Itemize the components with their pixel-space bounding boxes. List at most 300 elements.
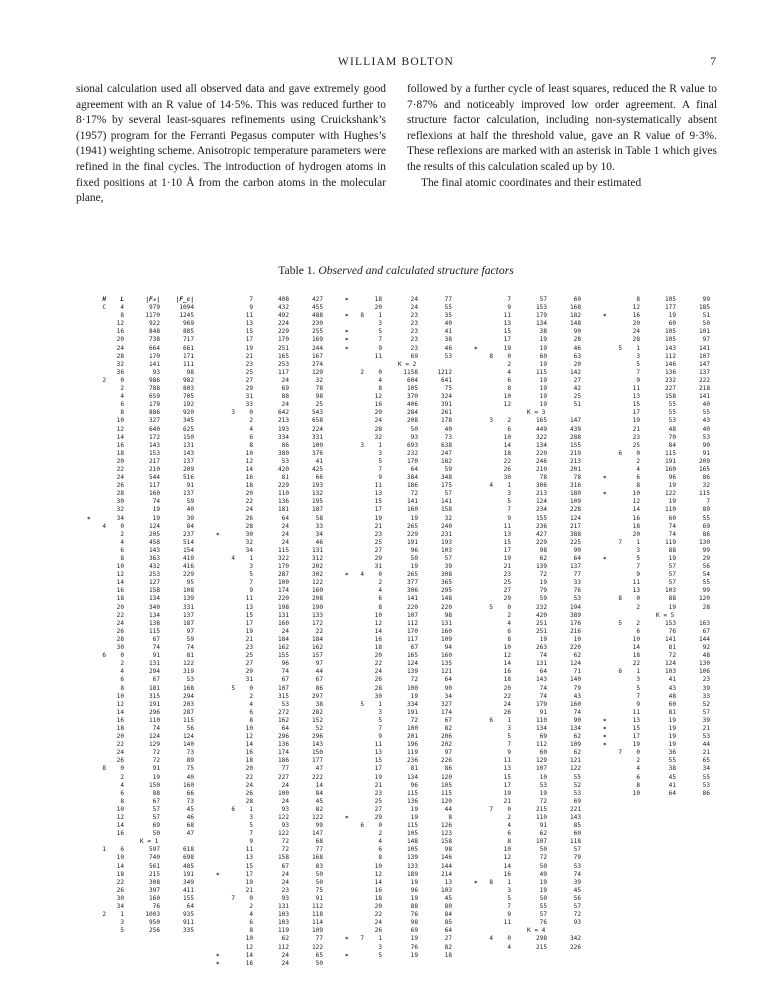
l-index: 16 xyxy=(116,328,124,336)
f-calculated: 98 xyxy=(444,846,452,854)
f-observed: 105 xyxy=(664,296,676,303)
l-index: 13 xyxy=(632,393,640,401)
l-index: 0 xyxy=(636,449,640,457)
f-observed: 193 xyxy=(277,425,289,433)
h-index: 5 xyxy=(489,603,493,611)
f-calculated: 46 xyxy=(444,344,452,352)
l-index: 6 xyxy=(249,708,253,716)
l-index: 10 xyxy=(245,935,253,943)
f-observed: 155 xyxy=(535,514,547,522)
f-observed: 110 xyxy=(535,814,547,821)
f-observed: 112 xyxy=(535,741,547,749)
f-observed: 153 xyxy=(664,619,676,627)
l-index: 8 xyxy=(120,797,124,805)
l-index: 7 xyxy=(507,296,511,303)
f-observed: 96 xyxy=(281,660,289,668)
f-calculated: 485 xyxy=(182,862,194,870)
f-calculated: 62 xyxy=(573,733,581,741)
l-index: 28 xyxy=(116,352,124,360)
h-index: 1 xyxy=(102,846,106,854)
f-calculated: 99 xyxy=(702,296,710,303)
l-index: 8 xyxy=(249,441,253,449)
l-index: 28 xyxy=(245,797,253,805)
h-index: 5 xyxy=(618,344,622,352)
f-calculated: 176 xyxy=(569,619,581,627)
f-calculated: 142 xyxy=(569,368,581,376)
l-index: 20 xyxy=(116,336,124,344)
f-calculated: 72 xyxy=(573,911,581,919)
f-calculated: 99 xyxy=(315,822,323,830)
l-index: 0 xyxy=(120,376,124,384)
l-index: 5 xyxy=(120,927,124,935)
l-index: 25 xyxy=(374,538,382,546)
f-observed: 50 xyxy=(410,555,418,562)
f-calculated: 140 xyxy=(569,676,581,684)
l-index: 27 xyxy=(245,660,253,668)
f-calculated: 122 xyxy=(311,814,323,821)
f-calculated: 85 xyxy=(444,919,452,927)
right-paragraph-2: The final atomic coordinates and their estimated xyxy=(421,176,642,189)
f-observed: 105 xyxy=(664,336,676,344)
f-calculated: 33 xyxy=(702,692,710,700)
f-calculated: 50 xyxy=(315,959,323,967)
l-index: 5 xyxy=(507,894,511,902)
f-calculated: 55 xyxy=(702,773,710,781)
f-calculated: 54 xyxy=(702,571,710,579)
f-calculated: 139 xyxy=(182,595,194,603)
l-index: 12 xyxy=(503,854,511,862)
f-calculated: 60 xyxy=(573,830,581,838)
f-observed: 55 xyxy=(668,757,676,765)
l-index: 12 xyxy=(503,652,511,660)
l-index: 5 xyxy=(378,457,382,465)
f-calculated: 516 xyxy=(182,474,194,482)
l-index: 5 xyxy=(378,951,382,959)
f-observed: 19 xyxy=(410,814,418,821)
f-calculated: 185 xyxy=(698,304,710,312)
f-observed: 48 xyxy=(668,425,676,433)
l-index: 8 xyxy=(636,781,640,789)
f-calculated: 79 xyxy=(573,684,581,692)
f-observed: 84 xyxy=(668,441,676,449)
f-observed: 59 xyxy=(539,595,547,603)
h-index: 6 xyxy=(102,652,106,660)
asterisk-marker: ∗ xyxy=(603,741,607,749)
f-calculated: 141 xyxy=(698,393,710,401)
f-calculated: 168 xyxy=(569,304,581,312)
l-index: 6 xyxy=(636,627,640,635)
l-index: 10 xyxy=(116,563,124,571)
f-calculated: 40 xyxy=(702,401,710,409)
f-calculated: 78 xyxy=(573,474,581,482)
f-calculated: 165 xyxy=(698,465,710,473)
l-index: 12 xyxy=(374,870,382,878)
l-index: 27 xyxy=(374,546,382,554)
f-observed: 100 xyxy=(277,579,289,587)
f-calculated: 345 xyxy=(182,417,194,425)
f-calculated: 47 xyxy=(315,765,323,773)
f-calculated: 131 xyxy=(182,441,194,449)
l-index: 21 xyxy=(374,781,382,789)
f-calculated: 14 xyxy=(315,781,323,789)
f-observed: 179 xyxy=(535,700,547,708)
l-index: 3 xyxy=(378,449,382,457)
f-observed: 24 xyxy=(281,530,289,538)
l-index: 18 xyxy=(503,449,511,457)
f-calculated: 331 xyxy=(182,603,194,611)
l-index: 3 xyxy=(378,320,382,328)
l-index: 20 xyxy=(245,765,253,773)
l-index: 4 xyxy=(249,700,253,708)
f-observed: 19 xyxy=(410,878,418,886)
f-calculated: 99 xyxy=(702,587,710,595)
l-index: 25 xyxy=(245,652,253,660)
l-index: 14 xyxy=(374,878,382,886)
table-caption: Observed and calculated structure factors xyxy=(318,264,514,277)
f-observed: 88 xyxy=(668,595,676,603)
f-calculated: 84 xyxy=(186,522,194,530)
l-index: 1 xyxy=(120,911,124,919)
l-index: 29 xyxy=(503,595,511,603)
f-observed: 67 xyxy=(152,676,160,684)
h-index: 7 xyxy=(231,894,235,902)
f-calculated: 44 xyxy=(444,805,452,813)
f-calculated: 331 xyxy=(311,433,323,441)
f-calculated: 90 xyxy=(444,684,452,692)
l-index: 10 xyxy=(374,862,382,870)
l-index: 12 xyxy=(503,401,511,409)
h-index: 7 xyxy=(618,749,622,757)
f-calculated: 53 xyxy=(702,781,710,789)
f-calculated: 115 xyxy=(440,789,452,797)
l-index: 2 xyxy=(120,660,124,668)
l-index: 24 xyxy=(116,474,124,482)
f-calculated: 261 xyxy=(440,409,452,417)
f-observed: 162 xyxy=(277,716,289,724)
f-observed: 24 xyxy=(281,959,289,967)
l-index: 18 xyxy=(374,644,382,652)
f-calculated: 90 xyxy=(702,441,710,449)
l-index: 9 xyxy=(636,700,640,708)
l-index: 2 xyxy=(507,611,511,619)
l-index: 3 xyxy=(636,352,640,360)
h-index: 6 xyxy=(489,716,493,724)
asterisk-marker: ∗ xyxy=(345,312,349,320)
f-calculated: 77 xyxy=(444,296,452,303)
f-calculated: 32 xyxy=(315,376,323,384)
f-observed: 170 xyxy=(406,457,418,465)
f-observed: 24 xyxy=(281,538,289,546)
l-index: 18 xyxy=(116,870,124,878)
f-observed: 43 xyxy=(668,684,676,692)
f-calculated: 53 xyxy=(573,595,581,603)
f-calculated: 193 xyxy=(440,538,452,546)
f-calculated: 97 xyxy=(186,627,194,635)
f-calculated: 220 xyxy=(440,603,452,611)
f-calculated: 38 xyxy=(315,700,323,708)
f-calculated: 40 xyxy=(444,425,452,433)
f-observed: 72 xyxy=(152,757,160,765)
l-index: 0 xyxy=(636,595,640,603)
f-calculated: 705 xyxy=(182,393,194,401)
f-calculated: 44 xyxy=(702,741,710,749)
f-calculated: 137 xyxy=(182,611,194,619)
l-index: 15 xyxy=(245,611,253,619)
l-index: 9 xyxy=(507,514,511,522)
l-index: 1 xyxy=(249,555,253,562)
l-index: 20 xyxy=(374,903,382,911)
f-observed: 184 xyxy=(277,635,289,643)
f-calculated: 68 xyxy=(186,822,194,830)
f-calculated: 129 xyxy=(311,368,323,376)
f-calculated: 120 xyxy=(698,595,710,603)
f-calculated: 84 xyxy=(444,911,452,919)
f-observed: 105 xyxy=(664,328,676,336)
f-observed: 380 xyxy=(277,449,289,457)
f-calculated: 75 xyxy=(186,765,194,773)
f-observed: 189 xyxy=(406,870,418,878)
l-index: 3 xyxy=(378,943,382,951)
l-index: 16 xyxy=(116,587,124,595)
asterisk-marker: ∗ xyxy=(603,555,607,562)
f-calculated: 182 xyxy=(569,312,581,320)
f-observed: 100 xyxy=(406,684,418,692)
f-calculated: 42 xyxy=(573,385,581,393)
f-calculated: 222 xyxy=(698,376,710,384)
l-index: 13 xyxy=(374,490,382,498)
f-observed: 91 xyxy=(539,822,547,830)
f-calculated: 86 xyxy=(444,765,452,773)
f-calculated: 34 xyxy=(702,765,710,773)
h-index: 2 xyxy=(102,376,106,384)
f-calculated: 73 xyxy=(186,797,194,805)
f-calculated: 112 xyxy=(311,903,323,911)
l-index: 13 xyxy=(632,716,640,724)
f-observed: 427 xyxy=(535,530,547,538)
l-index: 24 xyxy=(632,328,640,336)
f-observed: 544 xyxy=(148,474,160,482)
l-index: 30 xyxy=(503,474,511,482)
structure-factor-table xyxy=(87,296,736,967)
l-index: 4 xyxy=(636,465,640,473)
f-observed: 224 xyxy=(277,320,289,328)
l-index: 30 xyxy=(245,530,253,538)
l-index: 1 xyxy=(378,312,382,320)
f-calculated: 45 xyxy=(186,805,194,813)
h-index: 2 xyxy=(102,911,106,919)
f-calculated: 106 xyxy=(698,668,710,676)
l-index: 19 xyxy=(374,514,382,522)
l-index: 6 xyxy=(120,546,124,554)
f-observed: 19 xyxy=(152,773,160,781)
l-index: 30 xyxy=(374,692,382,700)
l-index: 10 xyxy=(503,433,511,441)
l-index: 19 xyxy=(374,773,382,781)
f-observed: 74 xyxy=(668,530,676,538)
l-index: 6 xyxy=(378,846,382,854)
l-index: 20 xyxy=(374,652,382,660)
l-index: 7 xyxy=(249,296,253,303)
f-observed: 215 xyxy=(535,805,547,813)
f-calculated: 65 xyxy=(702,757,710,765)
f-calculated: 76 xyxy=(573,587,581,595)
l-index: 23 xyxy=(245,644,253,652)
l-index: 4 xyxy=(378,838,382,846)
l-index: 1 xyxy=(507,716,511,724)
l-index: 9 xyxy=(378,733,382,741)
f-calculated: 124 xyxy=(569,514,581,522)
f-calculated: 543 xyxy=(311,409,323,417)
f-observed: 57 xyxy=(668,579,676,587)
f-observed: 88 xyxy=(410,903,418,911)
f-calculated: 618 xyxy=(182,846,194,854)
l-index: 26 xyxy=(374,676,382,684)
f-observed: 64 xyxy=(539,668,547,676)
f-observed: 72 xyxy=(410,716,418,724)
l-index: 16 xyxy=(116,830,124,838)
f-observed: 162 xyxy=(277,644,289,652)
f-calculated: 124 xyxy=(569,660,581,668)
f-observed: 196 xyxy=(406,741,418,749)
f-calculated: 97 xyxy=(444,749,452,757)
f-observed: 96 xyxy=(410,781,418,789)
l-index: 14 xyxy=(374,627,382,635)
l-index: 17 xyxy=(374,506,382,514)
f-calculated: 439 xyxy=(569,425,581,433)
l-index: 32 xyxy=(374,433,382,441)
f-calculated: 109 xyxy=(440,635,452,643)
f-calculated: 225 xyxy=(569,538,581,546)
l-index: 5 xyxy=(507,498,511,506)
f-observed: 492 xyxy=(277,312,289,320)
l-index: 6 xyxy=(120,846,124,854)
f-calculated: 23 xyxy=(702,676,710,684)
f-calculated: 51 xyxy=(702,312,710,320)
f-observed: 256 xyxy=(148,927,160,935)
f-observed: 24 xyxy=(281,522,289,530)
l-index: 21 xyxy=(503,797,511,805)
f-observed: 979 xyxy=(148,304,160,312)
f-observed: 105 xyxy=(406,830,418,838)
f-calculated: 13 xyxy=(444,878,452,886)
l-index: 16 xyxy=(632,312,640,320)
l-index: 29 xyxy=(245,668,253,676)
f-observed: 23 xyxy=(410,320,418,328)
f-calculated: 82 xyxy=(444,943,452,951)
f-observed: 19 xyxy=(668,603,676,611)
f-calculated: 103 xyxy=(440,886,452,894)
f-observed: 74 xyxy=(539,692,547,700)
f-calculated: 172 xyxy=(311,619,323,627)
f-calculated: 99 xyxy=(702,546,710,554)
f-observed: 432 xyxy=(148,563,160,571)
f-calculated: 295 xyxy=(440,587,452,595)
asterisk-marker: ∗ xyxy=(345,328,349,336)
f-observed: 234 xyxy=(535,506,547,514)
f-calculated: 911 xyxy=(182,919,194,927)
f-observed: 38 xyxy=(668,765,676,773)
f-observed: 131 xyxy=(535,660,547,668)
f-calculated: 193 xyxy=(311,482,323,490)
f-observed: 50 xyxy=(539,862,547,870)
l-index: 0 xyxy=(120,522,124,530)
h-index: 8 xyxy=(489,878,493,886)
f-calculated: 79 xyxy=(573,854,581,862)
f-observed: 23 xyxy=(410,328,418,336)
f-calculated: 74 xyxy=(573,870,581,878)
f-observed: 76 xyxy=(152,903,160,911)
f-observed: 110 xyxy=(277,490,289,498)
f-calculated: 187 xyxy=(311,506,323,514)
f-calculated: 288 xyxy=(569,433,581,441)
f-calculated: 86 xyxy=(702,789,710,797)
f-calculated: 65 xyxy=(315,951,323,959)
right-column xyxy=(407,82,717,191)
f-observed: 139 xyxy=(406,668,418,676)
l-index: 4 xyxy=(120,393,124,401)
l-index: 20 xyxy=(116,603,124,611)
f-calculated: 220 xyxy=(569,644,581,652)
f-calculated: 57 xyxy=(573,903,581,911)
l-index: 25 xyxy=(245,368,253,376)
f-calculated: 209 xyxy=(698,457,710,465)
l-index: 7 xyxy=(378,465,382,473)
f-calculated: 105 xyxy=(440,781,452,789)
f-observed: 160 xyxy=(664,465,676,473)
l-index: 9 xyxy=(507,911,511,919)
f-calculated: 312 xyxy=(311,555,323,562)
f-calculated: 214 xyxy=(440,870,452,878)
f-calculated: 410 xyxy=(182,555,194,562)
l-index: 23 xyxy=(503,571,511,579)
f-observed: 284 xyxy=(406,409,418,417)
asterisk-marker: ∗ xyxy=(216,951,220,959)
f-calculated: 64 xyxy=(573,555,581,562)
f-calculated: 935 xyxy=(182,911,194,919)
f-observed: 69 xyxy=(152,822,160,830)
f-calculated: 120 xyxy=(440,773,452,781)
l-index: 15 xyxy=(503,328,511,336)
l-index: 14 xyxy=(116,579,124,587)
f-observed: 165 xyxy=(277,352,289,360)
f-calculated: 86 xyxy=(315,684,323,692)
l-index: 22 xyxy=(116,741,124,749)
f-observed: 53 xyxy=(281,457,289,465)
l-index: 9 xyxy=(249,838,253,846)
f-calculated: 66 xyxy=(315,474,323,482)
f-observed: 19 xyxy=(668,741,676,749)
f-observed: 88 xyxy=(152,789,160,797)
f-observed: 315 xyxy=(277,692,289,700)
l-index: 4 xyxy=(120,668,124,676)
f-calculated: 46 xyxy=(573,344,581,352)
l-index: 2 xyxy=(636,619,640,627)
l-index: 28 xyxy=(116,635,124,643)
f-calculated: 244 xyxy=(311,344,323,352)
f-calculated: 56 xyxy=(186,724,194,732)
f-calculated: 169 xyxy=(311,336,323,344)
h-index: 3 xyxy=(360,441,364,449)
l-index: 15 xyxy=(245,328,253,336)
f-calculated: 425 xyxy=(311,465,323,473)
l-index: 3 xyxy=(249,814,253,821)
f-calculated: 137 xyxy=(182,457,194,465)
l-index: 22 xyxy=(245,773,253,781)
asterisk-marker: ∗ xyxy=(345,935,349,943)
asterisk-marker: ∗ xyxy=(603,312,607,320)
f-calculated: 226 xyxy=(569,943,581,951)
h-index: 5 xyxy=(360,700,364,708)
